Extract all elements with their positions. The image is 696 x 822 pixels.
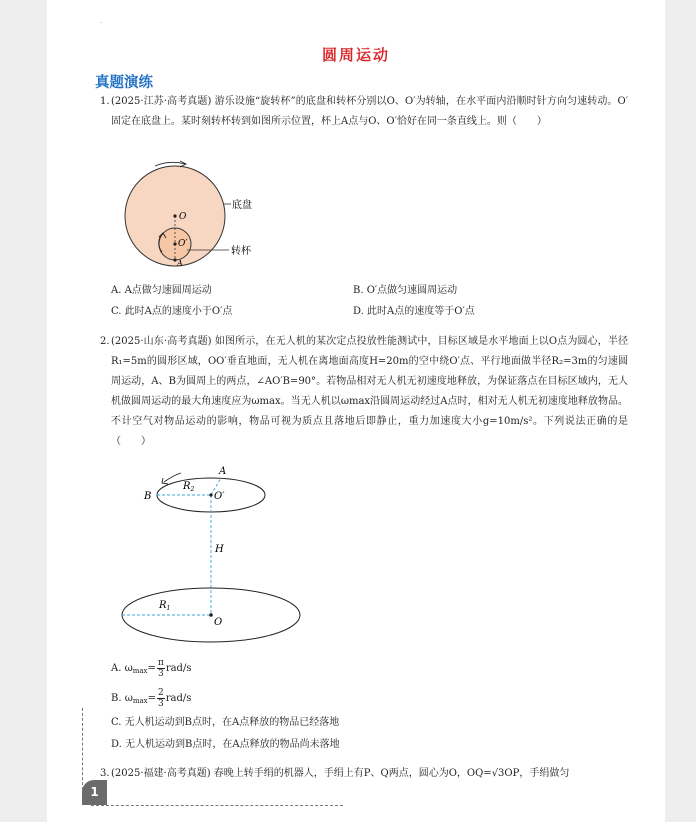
- question-text: (2025·江苏·高考真题) 游乐设施“旋转杯”的底盘和转杯分别以O、O′为转轴，在水平面内沿顺时针方向匀速转动。O′固定在底盘上。某时刻转杯转到如图所示位置，杯上A点与O、O′恰好在同一条直线上。则（ ）: [111, 96, 628, 127]
- q1-option-c: C. 此时A点的速度小于O′点: [111, 306, 233, 317]
- page-title: 圆周运动: [321, 46, 390, 64]
- label-r2: $R_2$: [183, 481, 195, 493]
- q1-figure: [119, 160, 279, 280]
- q1-option-b: B. O′点做匀速圆周运动: [353, 285, 458, 296]
- question-3: [100, 764, 628, 784]
- corner-mark: ·: [100, 20, 102, 27]
- question-text: (2025·山东·高考真题) 如图所示，在无人机的某次定点投放性能测试中，目标区域是水平地面上以O点为圆心，半径R₁=5m的圆形区域，OO′垂直地面，无人机在离地面高度H=20m的空中绕O′点、平行地面做半径R₂=3m的匀速圆周运动，A、B为圆周上的两点，∠AO′B=90°。若物品相对无人机无初速度地释放，为保证落点在目标区域内，无人机做圆周运动的最大角速度应为ωmax。当无人机以ωmax沿圆周运动经过A点时，相对无人机无初速度地释放物品。不计空气对物品运动的影响，物品可视为质点且落地后即静止，重力加速度大小g=10m/s²。下列说法正确的是（ ）: [111, 336, 628, 447]
- footer-line: [91, 805, 343, 806]
- q1-option-d: D. 此时A点的速度等于O′点: [353, 306, 475, 317]
- q2-figure: [119, 460, 309, 645]
- question-text: (2025·福建·高考真题) 春晚上转手绢的机器人，手绢上有P、Q两点，圆心为O，OQ=√3OP，手绢做匀: [111, 768, 570, 779]
- q2-option-b: B. $\omega_{max}=$ $\frac{2}{3}$ rad/s: [111, 688, 192, 709]
- label-o: O: [179, 212, 187, 222]
- question-number: 2.: [100, 336, 110, 347]
- document-page: [47, 0, 665, 822]
- question-number: 1.: [100, 96, 110, 107]
- label-r1: $R_1$: [159, 600, 171, 612]
- label-a: A: [219, 466, 227, 477]
- label-o-prime: O′: [214, 491, 225, 502]
- q2-option-c: C. 无人机运动到B点时，在A点释放的物品已经落地: [111, 717, 340, 728]
- page-number: 1: [82, 780, 107, 805]
- question-2: [100, 332, 628, 452]
- q1-option-a: A. A点做匀速圆周运动: [111, 285, 212, 296]
- section-heading: 真题演练: [95, 75, 153, 91]
- label-base: 底盘: [232, 200, 252, 211]
- label-a: A: [177, 259, 183, 268]
- label-b: B: [144, 491, 152, 502]
- label-h: H: [215, 544, 224, 555]
- question-1: [100, 92, 628, 132]
- q2-option-d: D. 无人机运动到B点时，在A点释放的物品尚未落地: [111, 739, 340, 750]
- q2-option-a: A. $\omega_{max}=$ $\frac{\pi}{3}$ rad/s: [111, 658, 192, 679]
- label-o: O: [214, 617, 223, 628]
- question-number: 3.: [100, 768, 110, 779]
- label-o-prime: O′: [178, 239, 188, 249]
- label-cup: 转杯: [231, 246, 251, 257]
